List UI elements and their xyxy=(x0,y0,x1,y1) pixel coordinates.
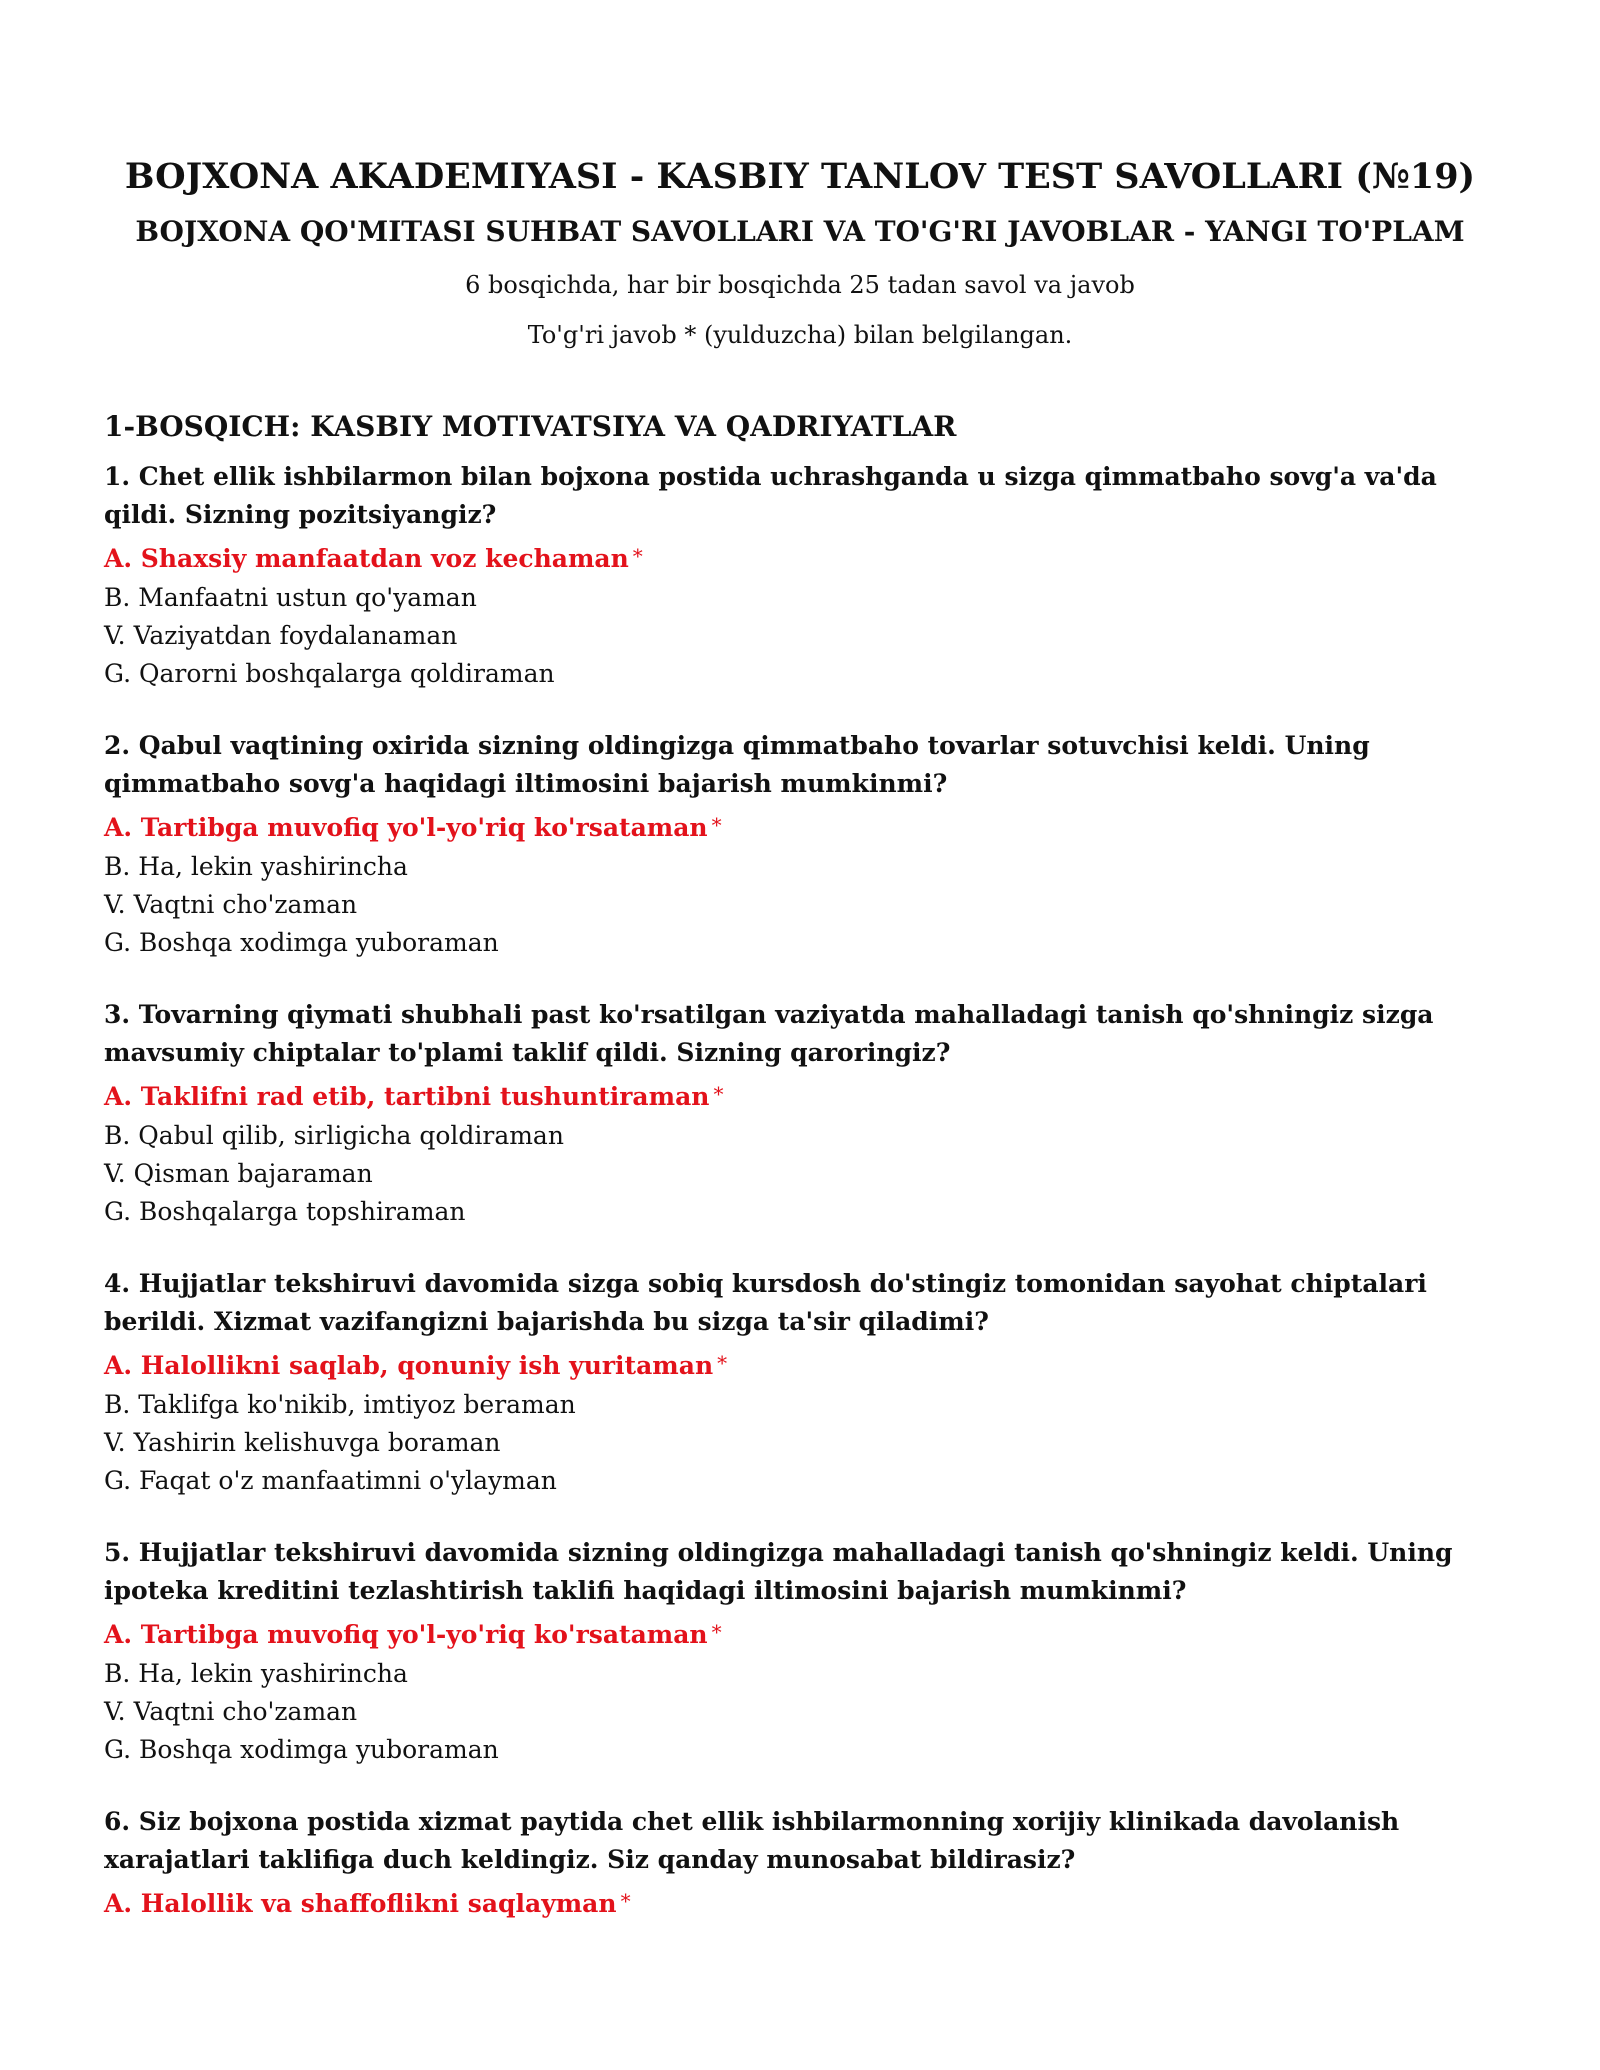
answer-option-b: B. Taklifga ko'nikib, imtiyoz beraman xyxy=(104,1390,576,1419)
answer-option-v: V. Vaziyatdan foydalanaman xyxy=(104,621,458,650)
question-text: 2. Qabul vaqtining oxirida sizning oldingizga qimmatbaho tovarlar sotuvchisi keldi. Uning qimmatbaho sovg'a haqidagi iltimosini bajarish mumkinmi? xyxy=(104,731,1370,798)
correct-answer xyxy=(104,805,1508,848)
answer-option-v: V. Qisman bajaraman xyxy=(104,1159,373,1188)
question-3 xyxy=(104,996,1508,1231)
correct-answer-label: A. Halollikni saqlab, qonuniy ish yuritaman xyxy=(104,1351,714,1380)
star-marker: * xyxy=(713,1082,724,1106)
question-4 xyxy=(104,1265,1508,1500)
document-title: BOJXONA AKADEMIYASI - KASBIY TANLOV TEST SAVOLLARI (№19) xyxy=(124,156,1476,197)
star-marker: * xyxy=(717,1351,728,1375)
question-6 xyxy=(104,1803,1508,1924)
correct-answer xyxy=(104,1074,1508,1117)
document-subtitle: BOJXONA QO'MITASI SUHBAT SAVOLLARI VA TO'G'RI JAVOBLAR - YANGI TO'PLAM xyxy=(135,215,1465,248)
correct-answer xyxy=(104,1881,1508,1924)
question-1 xyxy=(104,458,1508,693)
answer-option-g: G. Boshqalarga topshiraman xyxy=(104,1197,466,1226)
answer-option-v: V. Yashirin kelishuvga boraman xyxy=(104,1428,501,1457)
answer-option-g: G. Boshqa xodimga yuboraman xyxy=(104,1735,499,1764)
star-marker: * xyxy=(711,1620,722,1644)
correct-answer xyxy=(104,1343,1508,1386)
question-text: 4. Hujjatlar tekshiruvi davomida sizga sobiq kursdosh do'stingiz tomonidan sayohat chiptalari berildi. Xizmat vazifangizni bajarishda bu sizga ta'sir qiladimi? xyxy=(104,1269,1427,1336)
correct-answer-label: A. Halollik va shaffoflikni saqlayman xyxy=(104,1889,617,1918)
correct-answer-label: A. Tartibga muvofiq yo'l-yo'riq ko'rsataman xyxy=(104,813,708,842)
correct-answer xyxy=(104,1612,1508,1655)
star-marker: * xyxy=(632,544,643,568)
correct-answer-label: A. Taklifni rad etib, tartibni tushuntiraman xyxy=(104,1082,710,1111)
intro-line-stages: 6 bosqichda, har bir bosqichda 25 tadan savol va javob xyxy=(465,271,1135,299)
answer-option-b: B. Ha, lekin yashirincha xyxy=(104,1659,408,1688)
question-text: 5. Hujjatlar tekshiruvi davomida sizning oldingizga mahalladagi tanish qo'shningiz keldi. Uning ipoteka kreditini tezlashtirish taklifi haqidagi iltimosini bajarish mumkinmi? xyxy=(104,1538,1453,1605)
answer-option-b: B. Ha, lekin yashirincha xyxy=(104,852,408,881)
correct-answer xyxy=(104,536,1508,579)
section-heading: 1-BOSQICH: KASBIY MOTIVATSIYA VA QADRIYATLAR xyxy=(104,410,957,443)
question-text: 6. Siz bojxona postida xizmat paytida chet ellik ishbilarmonning xorijiy klinikada davolanish xarajatlari taklifiga duch keldingiz. Siz qanday munosabat bildirasiz? xyxy=(104,1807,1400,1874)
answer-option-g: G. Faqat o'z manfaatimni o'ylayman xyxy=(104,1466,557,1495)
question-5 xyxy=(104,1534,1508,1769)
correct-answer-label: A. Tartibga muvofiq yo'l-yo'riq ko'rsataman xyxy=(104,1620,708,1649)
star-marker: * xyxy=(711,813,722,837)
question-2 xyxy=(104,727,1508,962)
question-text: 1. Chet ellik ishbilarmon bilan bojxona postida uchrashganda u sizga qimmatbaho sovg'a va'da qildi. Sizning pozitsiyangiz? xyxy=(104,462,1437,529)
star-marker: * xyxy=(620,1889,631,1913)
answer-option-b: B. Manfaatni ustun qo'yaman xyxy=(104,583,477,612)
answer-option-v: V. Vaqtni cho'zaman xyxy=(104,1697,358,1726)
correct-answer-label: A. Shaxsiy manfaatdan voz kechaman xyxy=(104,544,629,573)
answer-option-g: G. Qarorni boshqalarga qoldiraman xyxy=(104,659,555,688)
question-text: 3. Tovarning qiymati shubhali past ko'rsatilgan vaziyatda mahalladagi tanish qo'shningiz sizga mavsumiy chiptalar to'plami taklif qildi. Sizning qaroringiz? xyxy=(104,1000,1434,1067)
answer-option-g: G. Boshqa xodimga yuboraman xyxy=(104,928,499,957)
answer-option-b: B. Qabul qilib, sirligicha qoldiraman xyxy=(104,1121,564,1150)
answer-option-v: V. Vaqtni cho'zaman xyxy=(104,890,358,919)
intro-line-marking: To'g'ri javob * (yulduzcha) bilan belgilangan. xyxy=(527,321,1073,349)
